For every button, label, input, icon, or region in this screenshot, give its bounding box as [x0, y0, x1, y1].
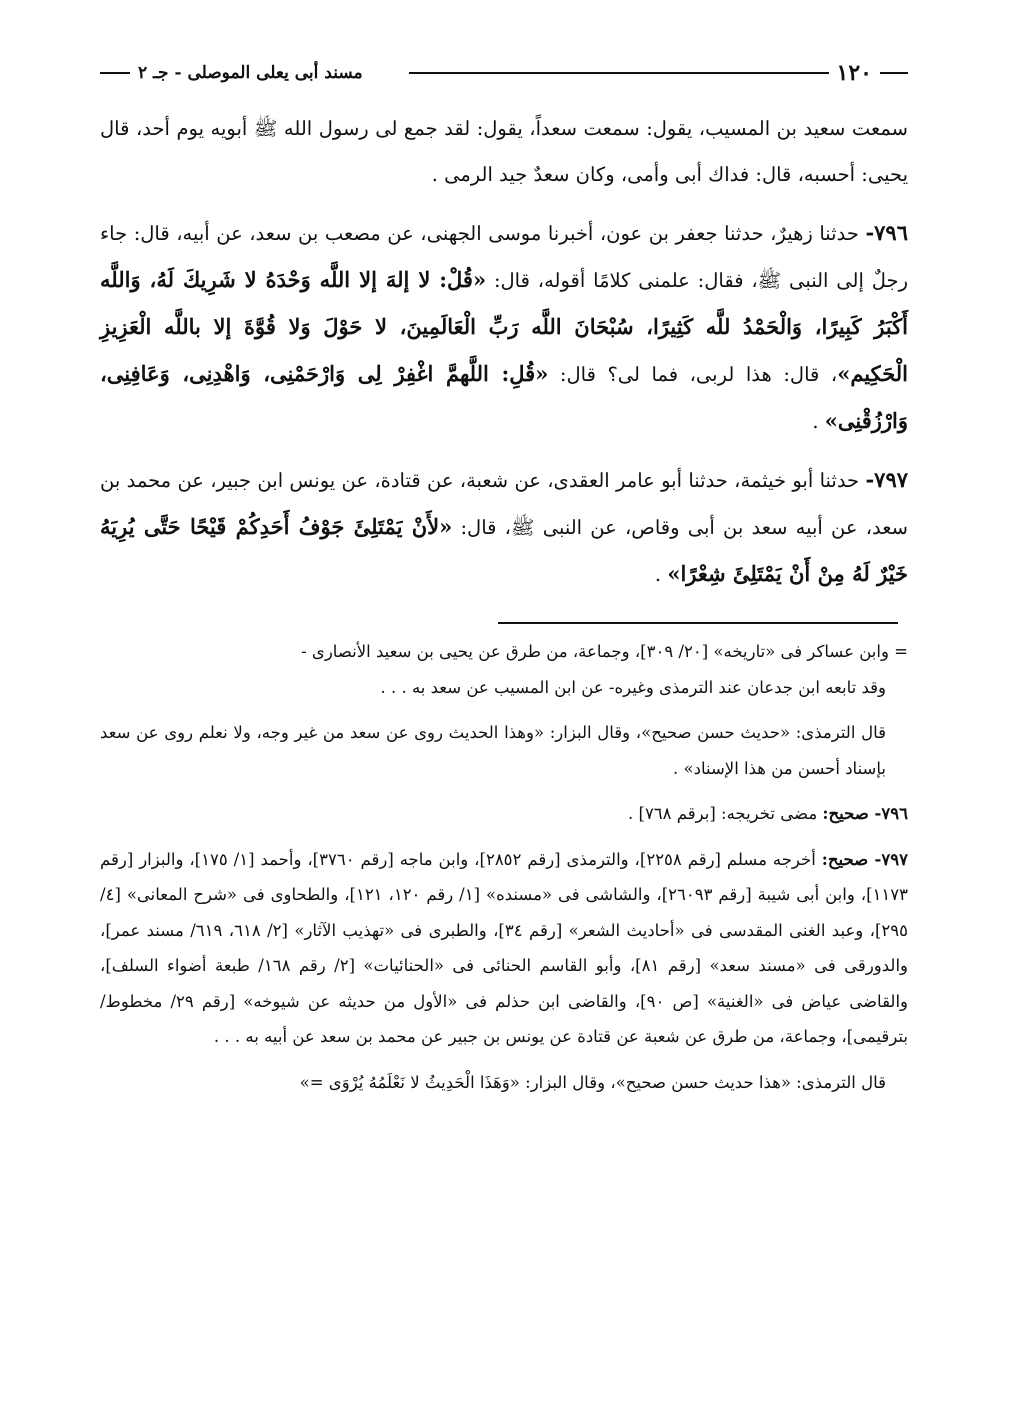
- hadith-isnad: حدثنا زهيرٌ، حدثنا جعفر بن عون، أخبرنا موسى الجهنى، عن مصعب بن سعد، عن أبيه، قال: جاء رجلٌ إلى النبى ﷺ، فقال: علمنى كلامًا أقوله، قال:: [100, 222, 908, 292]
- header-rule-short: [100, 72, 130, 74]
- footnote-text: أخرجه مسلم [رقم ٢٢٥٨]، والترمذى [رقم ٢٨٥٢]، وابن ماجه [رقم ٣٧٦٠]، وأحمد [١/ ١٧٥]، والبزار [رقم ١١٧٣]، وابن أبى شيبة [رقم ٢٦٠٩٣]، والشاشى فى «مسنده» [١/ رقم ١٢٠، ١٢١]، والطحاوى فى «شرح المعانى» [٤/ ٢٩٥]، وعبد الغنى المقدسى فى «أحاديث الشعر» [رقم ٣٤]، والطبرى فى «تهذيب الآثار» [٢/ ٦١٨، ٦١٩/ مسند عمر]، والدورقى فى «مسند سعد» [رقم ٨١]، وأبو القاسم الحنائى فى «الحنائيات» [٢/ رقم ١٦٨/ طبعة أضواء السلف]، والقاضى عياض فى «الغنية» [ص ٩٠]، والقاضى ابن حذلم فى «الأول من حديثه عن شيوخه» [رقم ٢٩/ مخطوط/ بترقيمى]، وجماعة، من طرق عن شعبة عن قتادة عن يونس بن جبير عن محمد بن سعد عن أبيه به . . .: [100, 849, 909, 1046]
- footnote-continuation: = وابن عساكر فى «تاريخه» [٢٠/ ٣٠٩]، وجماعة، من طرق عن يحيى بن سعيد الأنصارى -: [301, 642, 908, 661]
- hadith-number: ٧٩٧-: [865, 467, 909, 492]
- footnote-796: [100, 796, 908, 832]
- hadith-isnad: حدثنا أبو خيثمة، حدثنا أبو عامر العقدى، عن شعبة، عن قتادة، عن يونس ابن جبير، عن محمد بن سعد، عن أبيه سعد بن أبى وقاص، عن النبى ﷺ، قال:: [100, 469, 908, 539]
- page-number: ١٢٠: [836, 60, 872, 86]
- footnotes: [100, 634, 908, 1100]
- footnote-tirmidhi: قال الترمذى: «حديث حسن صحيح»، وقال البزار: «وهذا الحديث روى عن سعد من غير وجه، ولا نعلم روى عن سعد بإسناد أحسن من هذا الإسناد» .: [100, 723, 886, 778]
- main-text: [100, 106, 908, 598]
- footnote-separator: [498, 622, 898, 624]
- hadith-796: [100, 210, 908, 445]
- page-number-group: [409, 60, 908, 86]
- header-rule: [409, 72, 829, 74]
- paragraph-continuation: سمعت سعيد بن المسيب، يقول: سمعت سعداً، يقول: لقد جمع لى رسول الله ﷺ أبويه يوم أحد، قال يحيى: أحسبه، قال: فداك أبى وأمى، وكان سعدٌ جيد الرمى .: [100, 117, 908, 186]
- hadith-number: ٧٩٦-: [865, 220, 908, 245]
- footnote-label: ٧٩٧- صحيح:: [821, 849, 908, 869]
- header-title-group: [100, 63, 363, 83]
- footnote-label: ٧٩٦- صحيح:: [822, 804, 908, 823]
- hadith-matn: «قُلْ: لا إلهَ إلا اللَّه وَحْدَهُ لا شَرِيكَ لَهُ، وَاللَّه أَكْبَرُ كَبِيرًا، وَالْحَمْدُ للَّه كَثِيرًا، سُبْحَانَ اللَّه رَبِّ الْعَالَمِينَ، لا حَوْلَ وَلا قُوَّةَ إلا باللَّه الْعَزِيزِ الْحَكِيم»: [100, 267, 909, 386]
- footnote-tirmidhi-2: قال الترمذى: «هذا حديث حسن صحيح»، وقال البزار: «وَهَذَا الْحَدِيثُ لا نَعْلَمُهُ يُرْوَى =»: [299, 1072, 886, 1092]
- footnote-text: مضى تخريجه: [برقم ٧٦٨] .: [628, 804, 818, 823]
- hadith-matn: «لأَنْ يَمْتَلِئَ جَوْفُ أَحَدِكُمْ قَيْحًا حَتَّى يُرِيَهُ خَيْرٌ لَهُ مِنْ أَنْ يَمْتَلِئَ شِعْرًا»: [100, 514, 908, 586]
- book-title: مسند أبى يعلى الموصلى - جـ ٢: [138, 63, 363, 83]
- hadith-end: .: [654, 563, 662, 586]
- footnote-797: [100, 842, 908, 1055]
- hadith-matn-2: «قُلِ: اللَّهمَّ اغْفِرْ لِى وَارْحَمْنِى، وَاهْدِنِى، وَعَافِنِى، وَارْزُقْنِى»: [100, 361, 908, 433]
- hadith-end: .: [812, 410, 819, 433]
- header-dash: [880, 72, 908, 74]
- footnote-continuation-line: وقد تابعه ابن جدعان عند الترمذى وغيره- عن ابن المسيب عن سعد به . . .: [380, 677, 886, 697]
- hadith-797: [100, 457, 908, 598]
- running-head: [100, 58, 908, 88]
- hadith-text: ، قال: هذا لربى، فما لى؟ قال:: [559, 363, 838, 386]
